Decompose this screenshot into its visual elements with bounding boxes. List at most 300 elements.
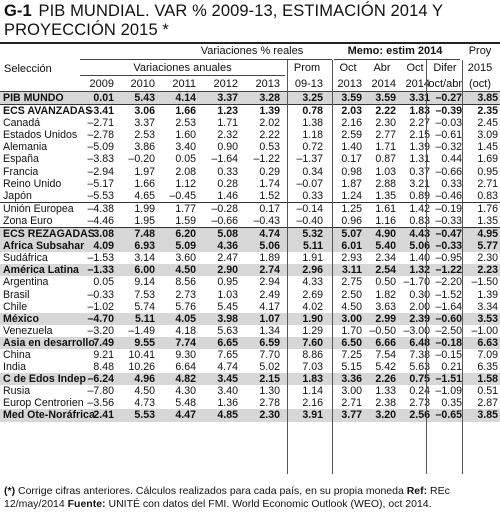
table-cell: 3.86 bbox=[134, 141, 155, 154]
table-cell: 4.17 bbox=[259, 300, 280, 313]
table-cell: 8.86 bbox=[302, 348, 323, 361]
table-cell: 1.39 bbox=[477, 288, 498, 301]
row-label: Canadá bbox=[3, 117, 41, 130]
table-cell: 2.00 bbox=[409, 300, 430, 313]
table-cell: 8.56 bbox=[175, 276, 196, 289]
table-cell: 1.33 bbox=[375, 385, 396, 398]
footnote bbox=[4, 485, 498, 511]
table-cell: –0.39 bbox=[435, 105, 462, 118]
table-cell: –0.43 bbox=[253, 214, 280, 227]
row-label: Africa Subsahar bbox=[3, 240, 85, 253]
header-seleccion: Selección bbox=[4, 63, 52, 75]
table-cell: –1.50 bbox=[471, 276, 498, 289]
row-label: Europ Centrorien bbox=[3, 397, 84, 410]
table-cell: 5.63 bbox=[409, 361, 430, 374]
table-row bbox=[0, 153, 500, 165]
table-cell: 2.69 bbox=[302, 288, 323, 301]
table-cell: 1.60 bbox=[175, 129, 196, 142]
table-cell: 2.71 bbox=[477, 177, 498, 190]
table-cell: 2.78 bbox=[259, 397, 280, 410]
table-cell: 2.26 bbox=[375, 373, 396, 386]
table-cell: –4.70 bbox=[87, 312, 114, 325]
table-cell: –0.45 bbox=[169, 189, 196, 202]
table-row bbox=[0, 166, 500, 178]
table-cell: 6.01 bbox=[341, 240, 362, 253]
header-rule-1 bbox=[80, 59, 332, 60]
table-cell: 6.35 bbox=[477, 361, 498, 374]
table-cell: 1.59 bbox=[175, 214, 196, 227]
row-label: Japón bbox=[3, 189, 32, 202]
table-cell: 3.98 bbox=[217, 312, 238, 325]
table-cell: 0.78 bbox=[302, 105, 323, 118]
table-cell: 3.60 bbox=[175, 252, 196, 265]
table-row bbox=[0, 313, 500, 325]
table-cell: –0.18 bbox=[435, 336, 462, 349]
table-cell: –0.33 bbox=[435, 240, 462, 253]
table-row bbox=[0, 141, 500, 153]
table-cell: 3.63 bbox=[375, 300, 396, 313]
header-y2012: 2012 bbox=[213, 78, 238, 90]
table-cell: 3.00 bbox=[341, 312, 362, 325]
row-label: Rusia bbox=[3, 385, 31, 398]
table-cell: 1.83 bbox=[302, 373, 323, 386]
table-cell: 2.02 bbox=[259, 117, 280, 130]
table-cell: 1.07 bbox=[259, 312, 280, 325]
table-row bbox=[0, 92, 500, 104]
table-cell: –5.53 bbox=[87, 189, 114, 202]
table-cell: 6.64 bbox=[175, 361, 196, 374]
table-cell: 3.59 bbox=[375, 92, 396, 104]
table-cell: 1.42 bbox=[409, 202, 430, 215]
table-cell: –1.70 bbox=[403, 276, 430, 289]
divider-memo bbox=[332, 60, 333, 474]
table-cell: 2.54 bbox=[375, 264, 396, 277]
table-row bbox=[0, 227, 500, 240]
table-cell: 1.99 bbox=[134, 202, 155, 215]
table-cell: –0.03 bbox=[435, 117, 462, 130]
table-cell: 1.40 bbox=[341, 141, 362, 154]
table-cell: 3.11 bbox=[341, 264, 362, 277]
table-cell: 5.07 bbox=[341, 228, 362, 241]
table-cell: 4.50 bbox=[341, 300, 362, 313]
table-cell: 2.16 bbox=[341, 117, 362, 130]
table-row bbox=[0, 289, 500, 301]
footnote-ref-label: Ref: bbox=[406, 485, 428, 497]
table-row bbox=[0, 252, 500, 264]
table-cell: 3.53 bbox=[477, 312, 498, 325]
table-cell: 0.17 bbox=[259, 202, 280, 215]
header-abr: Abr bbox=[373, 62, 391, 74]
row-label: México bbox=[3, 312, 39, 325]
table-cell: 7.38 bbox=[409, 348, 430, 361]
table-cell: 1.76 bbox=[477, 202, 498, 215]
table-cell: 7.54 bbox=[375, 348, 396, 361]
table-cell: 1.52 bbox=[259, 189, 280, 202]
table-cell: 4.09 bbox=[93, 240, 114, 253]
table-cell: –0.50 bbox=[369, 324, 396, 337]
header-difer: Difer bbox=[433, 62, 457, 74]
table-cell: 3.20 bbox=[375, 409, 396, 422]
table-row bbox=[0, 104, 500, 117]
table-row bbox=[0, 385, 500, 397]
row-label: China bbox=[3, 348, 31, 361]
table-cell: 7.70 bbox=[259, 348, 280, 361]
top-rule bbox=[0, 42, 500, 44]
table-row bbox=[0, 117, 500, 129]
table-cell: 4.65 bbox=[134, 189, 155, 202]
header-y2010: 2010 bbox=[130, 78, 155, 90]
table-cell: 0.83 bbox=[409, 214, 430, 227]
table-cell: 1.03 bbox=[217, 288, 238, 301]
table-cell: 4.47 bbox=[175, 409, 196, 422]
divider-prom bbox=[287, 60, 288, 474]
table-cell: –3.20 bbox=[87, 324, 114, 337]
table-cell: 4.18 bbox=[175, 324, 196, 337]
footnote-source-label: Fuente: bbox=[67, 498, 106, 510]
table-cell: 6.50 bbox=[341, 336, 362, 349]
table-cell: 1.29 bbox=[302, 324, 323, 337]
table-cell: –1.52 bbox=[435, 288, 462, 301]
table-cell: 5.63 bbox=[217, 324, 238, 337]
table-cell: 0.98 bbox=[341, 165, 362, 178]
table-cell: 0.83 bbox=[477, 189, 498, 202]
table-cell: 4.50 bbox=[134, 385, 155, 398]
table-cell: –1.22 bbox=[253, 153, 280, 166]
table-cell: 0.05 bbox=[93, 276, 114, 289]
divider-proy bbox=[462, 60, 463, 474]
table-cell: 2.59 bbox=[341, 129, 362, 142]
table-cell: 3.40 bbox=[217, 385, 238, 398]
table-cell: –0.33 bbox=[435, 214, 462, 227]
table-cell: 5.09 bbox=[175, 240, 196, 253]
table-cell: 0.33 bbox=[217, 165, 238, 178]
header-2015: 2015 bbox=[467, 62, 493, 74]
table-cell: 7.48 bbox=[134, 228, 155, 241]
table-cell: 3.31 bbox=[409, 92, 430, 104]
table-row bbox=[0, 301, 500, 313]
table-cell: –0.61 bbox=[435, 129, 462, 142]
header-m2014a: 2014 bbox=[371, 78, 396, 90]
table-cell: 3.37 bbox=[134, 117, 155, 130]
table-cell: 1.66 bbox=[134, 177, 155, 190]
table-cell: 4.33 bbox=[302, 276, 323, 289]
table-cell: 1.71 bbox=[217, 117, 238, 130]
table-cell: 2.39 bbox=[409, 312, 430, 325]
row-label: India bbox=[3, 361, 26, 374]
table-cell: 2.50 bbox=[341, 288, 362, 301]
table-cell: 1.58 bbox=[477, 373, 498, 386]
table-cell: 2.73 bbox=[409, 397, 430, 410]
table-row bbox=[0, 337, 500, 349]
table-cell: 0.96 bbox=[341, 214, 362, 227]
table-cell: 1.24 bbox=[341, 189, 362, 202]
table-cell: 1.61 bbox=[375, 202, 396, 215]
table-cell: 1.30 bbox=[259, 385, 280, 398]
header-range: 09-13 bbox=[294, 78, 323, 90]
table-cell: –1.53 bbox=[87, 252, 114, 265]
row-label: Reino Unido bbox=[3, 177, 62, 190]
table-row bbox=[0, 215, 500, 227]
table-row bbox=[0, 240, 500, 252]
table-cell: 1.91 bbox=[302, 252, 323, 265]
table-cell: 0.72 bbox=[302, 141, 323, 154]
table-cell: 5.15 bbox=[341, 361, 362, 374]
table-cell: 1.89 bbox=[259, 252, 280, 265]
table-cell: 1.46 bbox=[217, 189, 238, 202]
table-cell: –2.94 bbox=[87, 165, 114, 178]
table-cell: –4.46 bbox=[87, 214, 114, 227]
table-cell: 1.32 bbox=[409, 264, 430, 277]
table-cell: 2.35 bbox=[477, 105, 498, 118]
row-label: Med Ote-Noráfrica bbox=[3, 409, 95, 422]
table-cell: 6.48 bbox=[409, 336, 430, 349]
table-cell: 5.06 bbox=[409, 240, 430, 253]
table-cell: 3.37 bbox=[217, 92, 238, 104]
table-cell: 1.69 bbox=[477, 153, 498, 166]
table-cell: 2.53 bbox=[134, 129, 155, 142]
table-cell: 9.14 bbox=[134, 276, 155, 289]
table-cell: 1.25 bbox=[341, 202, 362, 215]
table-cell: 0.34 bbox=[302, 165, 323, 178]
row-label: C de Edos Indep bbox=[3, 373, 86, 386]
table-cell: 3.25 bbox=[302, 92, 323, 104]
row-label: ECS REZAGADAS bbox=[3, 228, 95, 241]
table-cell: 3.21 bbox=[409, 177, 430, 190]
header-rule-2 bbox=[80, 75, 285, 76]
table-cell: 2.75 bbox=[341, 276, 362, 289]
table-cell: –3.00 bbox=[403, 324, 430, 337]
footnote-date: 12/may/2014 bbox=[4, 498, 68, 510]
table-cell: 2.30 bbox=[375, 117, 396, 130]
table-cell: –1.64 bbox=[435, 300, 462, 313]
table-cell: –2.20 bbox=[435, 276, 462, 289]
table-row bbox=[0, 397, 500, 409]
table-cell: –0.40 bbox=[296, 214, 323, 227]
table-cell: –0.20 bbox=[128, 153, 155, 166]
table-cell: 0.21 bbox=[441, 361, 462, 374]
table-cell: 2.96 bbox=[302, 264, 323, 277]
table-cell: 2.23 bbox=[477, 264, 498, 277]
table-cell: –0.32 bbox=[435, 141, 462, 154]
table-cell: 0.89 bbox=[409, 189, 430, 202]
table-cell: 5.06 bbox=[259, 240, 280, 253]
table-cell: 3.85 bbox=[477, 92, 498, 104]
table-cell: 4.73 bbox=[134, 397, 155, 410]
table-cell: 2.71 bbox=[341, 397, 362, 410]
table-cell: –1.64 bbox=[211, 153, 238, 166]
row-label: Estados Unidos bbox=[3, 129, 78, 142]
table-cell: 2.56 bbox=[409, 409, 430, 422]
table-cell: 1.14 bbox=[302, 385, 323, 398]
table-cell: 5.02 bbox=[259, 361, 280, 374]
table-cell: 9.30 bbox=[175, 348, 196, 361]
table-cell: 7.65 bbox=[217, 348, 238, 361]
table-cell: 0.44 bbox=[441, 153, 462, 166]
table-cell: 6.00 bbox=[134, 264, 155, 277]
table-cell: 1.74 bbox=[259, 177, 280, 190]
table-cell: 9.55 bbox=[134, 336, 155, 349]
table-cell: 4.74 bbox=[259, 228, 280, 241]
table-cell: –0.14 bbox=[296, 202, 323, 215]
table-cell: 2.30 bbox=[259, 409, 280, 422]
header-oct2: Oct bbox=[406, 62, 424, 74]
table-cell: –3.41 bbox=[87, 105, 114, 118]
table-cell: –3.56 bbox=[87, 397, 114, 410]
table-cell: 3.08 bbox=[93, 228, 114, 241]
table-cell: –1.37 bbox=[296, 153, 323, 166]
table-cell: 4.02 bbox=[302, 300, 323, 313]
divider-difer bbox=[426, 60, 427, 474]
row-label: Brasil bbox=[3, 288, 30, 301]
table-row bbox=[0, 264, 500, 276]
table-cell: –0.95 bbox=[435, 252, 462, 265]
table-cell: 4.74 bbox=[217, 361, 238, 374]
table-cell: 6.65 bbox=[217, 336, 238, 349]
table-cell: 3.36 bbox=[341, 373, 362, 386]
table-cell: 1.71 bbox=[375, 141, 396, 154]
table-cell: 5.40 bbox=[375, 240, 396, 253]
table-cell: 3.85 bbox=[477, 409, 498, 422]
table-cell: 4.43 bbox=[409, 228, 430, 241]
table-cell: 2.77 bbox=[375, 129, 396, 142]
header-m2014b: 2014 bbox=[405, 78, 430, 90]
table-cell: 7.74 bbox=[175, 336, 196, 349]
table-row bbox=[0, 373, 500, 385]
table-cell: –1.00 bbox=[471, 324, 498, 337]
table-cell: 9.21 bbox=[93, 348, 114, 361]
table-cell: –0.65 bbox=[435, 409, 462, 422]
table-cell: 1.35 bbox=[375, 189, 396, 202]
table-cell: –0.15 bbox=[435, 348, 462, 361]
table-cell: –5.09 bbox=[87, 141, 114, 154]
row-label: PIB MUNDO bbox=[3, 92, 64, 104]
table-cell: –0.47 bbox=[435, 228, 462, 241]
table-cell: 1.34 bbox=[259, 324, 280, 337]
table-cell: 0.95 bbox=[217, 276, 238, 289]
header-prom: Prom bbox=[293, 62, 321, 74]
table-cell: 2.08 bbox=[175, 165, 196, 178]
table-cell: 0.01 bbox=[93, 92, 114, 104]
table-cell: –0.66 bbox=[211, 214, 238, 227]
table-cell: 0.87 bbox=[375, 153, 396, 166]
table-cell: 2.94 bbox=[259, 276, 280, 289]
table-row bbox=[0, 325, 500, 337]
table-cell: 1.12 bbox=[175, 177, 196, 190]
row-label: América Latina bbox=[3, 264, 79, 277]
table-cell: 2.87 bbox=[477, 397, 498, 410]
table-row bbox=[0, 409, 500, 421]
table-cell: 1.83 bbox=[409, 105, 430, 118]
table-cell: 2.45 bbox=[477, 117, 498, 130]
table-cell: 2.88 bbox=[375, 177, 396, 190]
table-cell: 2.22 bbox=[375, 105, 396, 118]
table-cell: 0.50 bbox=[375, 276, 396, 289]
table-cell: 2.49 bbox=[259, 288, 280, 301]
table-cell: 5.08 bbox=[217, 228, 238, 241]
table-cell: 1.77 bbox=[175, 202, 196, 215]
table-cell: 2.41 bbox=[93, 409, 114, 422]
table-cell: –0.27 bbox=[435, 92, 462, 104]
table-cell: 2.32 bbox=[217, 129, 238, 142]
table-cell: 1.82 bbox=[375, 288, 396, 301]
table-cell: 2.47 bbox=[217, 252, 238, 265]
header-y2013: 2013 bbox=[255, 78, 280, 90]
table-cell: 5.45 bbox=[217, 300, 238, 313]
row-label: España bbox=[3, 153, 39, 166]
table-cell: 2.53 bbox=[175, 117, 196, 130]
table-cell: 1.97 bbox=[134, 165, 155, 178]
table-cell: 6.59 bbox=[259, 336, 280, 349]
row-label: Argentina bbox=[3, 276, 49, 289]
table-cell: 1.38 bbox=[302, 117, 323, 130]
data-table bbox=[0, 92, 500, 422]
table-row bbox=[0, 276, 500, 288]
table-cell: 1.87 bbox=[341, 177, 362, 190]
table-cell: 2.38 bbox=[375, 397, 396, 410]
footnote-source: UNITÉ con datos del FMI. World Economic Outlook (WEO), oct 2014. bbox=[105, 498, 432, 510]
table-cell: 5.42 bbox=[375, 361, 396, 374]
table-cell: 0.30 bbox=[409, 288, 430, 301]
table-cell: 1.40 bbox=[409, 252, 430, 265]
header-variaciones-anuales: Variaciones anuales bbox=[133, 62, 232, 74]
row-label: Asia en desarrollo bbox=[3, 336, 95, 349]
header-proy: Proy bbox=[468, 45, 492, 57]
header-y2011: 2011 bbox=[172, 78, 196, 90]
table-cell: 2.90 bbox=[217, 264, 238, 277]
table-cell: –0.66 bbox=[435, 165, 462, 178]
table-cell: 1.35 bbox=[477, 214, 498, 227]
table-cell: 0.37 bbox=[409, 165, 430, 178]
table-cell: 0.24 bbox=[409, 385, 430, 398]
table-cell: 1.31 bbox=[409, 153, 430, 166]
table-cell: 10.41 bbox=[128, 348, 155, 361]
header-memo: Memo: estim 2014 bbox=[347, 45, 443, 57]
table-cell: 0.35 bbox=[441, 397, 462, 410]
table-cell: 4.82 bbox=[175, 373, 196, 386]
table-cell: 1.66 bbox=[175, 105, 196, 118]
row-label: Chile bbox=[3, 300, 28, 313]
table-cell: 0.51 bbox=[477, 385, 498, 398]
table-cell: –2.71 bbox=[87, 117, 114, 130]
table-cell: 1.39 bbox=[409, 141, 430, 154]
footnote-mark: (*) bbox=[4, 485, 16, 497]
table-cell: 2.34 bbox=[375, 252, 396, 265]
table-cell: 7.49 bbox=[93, 336, 114, 349]
table-cell: –3.83 bbox=[87, 153, 114, 166]
header-rule-memo bbox=[334, 59, 460, 60]
table-cell: 4.36 bbox=[217, 240, 238, 253]
row-label: Zona Euro bbox=[3, 214, 53, 227]
table-cell: –0.07 bbox=[296, 177, 323, 190]
table-cell: 3.45 bbox=[217, 373, 238, 386]
table-cell: 6.66 bbox=[375, 336, 396, 349]
table-cell: 2.27 bbox=[409, 117, 430, 130]
table-cell: –2.78 bbox=[87, 129, 114, 142]
table-cell: 1.39 bbox=[259, 105, 280, 118]
table-cell: 0.95 bbox=[477, 165, 498, 178]
table-cell: –2.50 bbox=[435, 324, 462, 337]
table-cell: 1.18 bbox=[302, 129, 323, 142]
table-cell: 1.45 bbox=[477, 141, 498, 154]
row-label: Venezuela bbox=[3, 324, 53, 337]
table-cell: 2.16 bbox=[302, 397, 323, 410]
header-y2009: 2009 bbox=[89, 78, 114, 90]
table-cell: –6.24 bbox=[87, 373, 114, 386]
row-label: Alemania bbox=[3, 141, 48, 154]
table-cell: 3.00 bbox=[341, 385, 362, 398]
table-cell: –0.19 bbox=[435, 202, 462, 215]
table-cell: –1.49 bbox=[128, 324, 155, 337]
